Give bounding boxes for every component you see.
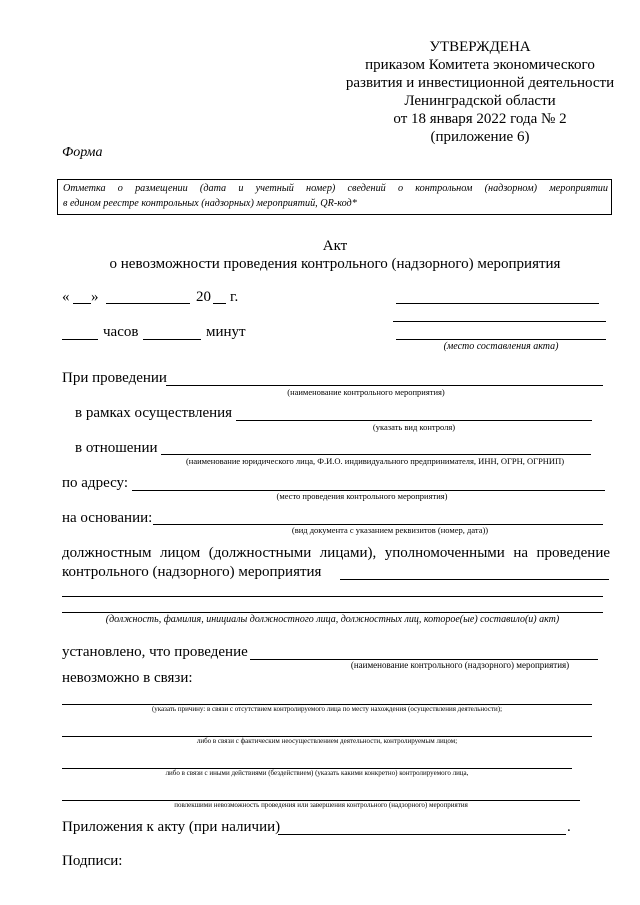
place-field-3[interactable] <box>396 339 606 340</box>
approval-line: развития и инвестиционной деятельности <box>345 75 615 91</box>
hours-field[interactable] <box>62 339 98 340</box>
registry-text-line1: Отметка о размещении (дата и учетный номер) сведений о контрольном (надзорном) мероприятии <box>63 183 608 194</box>
conducting-label: При проведении <box>62 370 167 386</box>
within-field[interactable] <box>236 420 592 421</box>
approval-line: Ленинградской области <box>404 93 556 109</box>
reason-caption-3: либо в связи с иными действиями (бездействием) (указать какими конкретно) контролируемого лица, <box>165 769 469 777</box>
month-field[interactable] <box>106 303 190 304</box>
minutes-label: минут <box>206 324 246 340</box>
signatures-label: Подписи: <box>62 853 123 869</box>
quote-close: » <box>91 289 99 305</box>
act-subtitle: о невозможности проведения контрольного (надзорного) мероприятия <box>109 256 561 272</box>
reason-caption-2: либо в связи с фактическим неосуществлением деятельности, контролируемым лицом; <box>196 737 458 745</box>
official-field-2[interactable] <box>62 596 603 597</box>
approval-date: от 18 января 2022 года № 2 <box>393 111 567 127</box>
official-text-line1: должностным лицом (должностными лицами), уполномоченными на проведение <box>62 545 610 561</box>
conducting-caption: (наименование контрольного мероприятия) <box>287 387 445 397</box>
reason-caption-1: (указать причину: в связи с отсутствием контролируемого лица по месту нахождения (осуществления деятельности); <box>151 705 503 713</box>
place-field-1[interactable] <box>396 303 599 304</box>
conducting-field[interactable] <box>166 385 603 386</box>
year-suffix: г. <box>230 289 239 305</box>
regarding-caption: (наименование юридического лица, Ф.И.О. индивидуального предпринимателя, ИНН, ОГРН, ОГРНИП) <box>185 456 565 466</box>
day-field[interactable] <box>73 303 91 304</box>
established-caption: (наименование контрольного (надзорного) мероприятия) <box>350 660 570 670</box>
established-label: установлено, что проведение <box>62 644 248 660</box>
attachments-field[interactable] <box>278 834 566 835</box>
impossible-label: невозможно в связи: <box>62 670 193 686</box>
approval-line: приказом Комитета экономического <box>365 57 595 73</box>
address-caption: (место проведения контрольного мероприятия) <box>276 491 448 501</box>
basis-caption: (вид документа с указанием реквизитов (номер, дата)) <box>291 525 489 535</box>
reason-caption-4: повлекшими невозможность проведения или завершения контрольного (надзорного) мероприятия <box>174 801 468 809</box>
form-label: Форма <box>62 145 103 160</box>
quote-open: « <box>62 289 70 305</box>
regarding-field[interactable] <box>161 454 591 455</box>
place-caption: (место составления акта) <box>443 341 559 352</box>
year-field[interactable] <box>213 303 226 304</box>
within-label: в рамках осуществления <box>75 405 233 421</box>
hours-label: часов <box>103 324 139 340</box>
address-label: по адресу: <box>62 475 129 491</box>
minutes-field[interactable] <box>143 339 201 340</box>
registry-box <box>57 179 612 215</box>
approval-appendix: (приложение 6) <box>430 129 530 145</box>
registry-text-line2: в едином реестре контрольных (надзорных) мероприятий, QR-код* <box>63 198 357 209</box>
act-title: Акт <box>322 238 348 254</box>
official-caption: (должность, фамилия, инициалы должностного лица, должностных лиц, которое(ые) составило(и) акт) <box>105 614 560 625</box>
official-text-line2: контрольного (надзорного) мероприятия <box>62 564 322 580</box>
regarding-label: в отношении <box>75 440 158 456</box>
attachments-label: Приложения к акту (при наличии) <box>62 819 281 835</box>
basis-label: на основании: <box>62 510 153 526</box>
approval-title: УТВЕРЖДЕНА <box>429 39 531 55</box>
within-caption: (указать вид контроля) <box>372 422 456 432</box>
year-prefix: 20 <box>196 289 211 305</box>
place-field-2[interactable] <box>393 321 606 322</box>
official-field-1[interactable] <box>340 579 609 580</box>
attachments-dot: . <box>567 819 571 835</box>
official-field-3[interactable] <box>62 612 603 613</box>
